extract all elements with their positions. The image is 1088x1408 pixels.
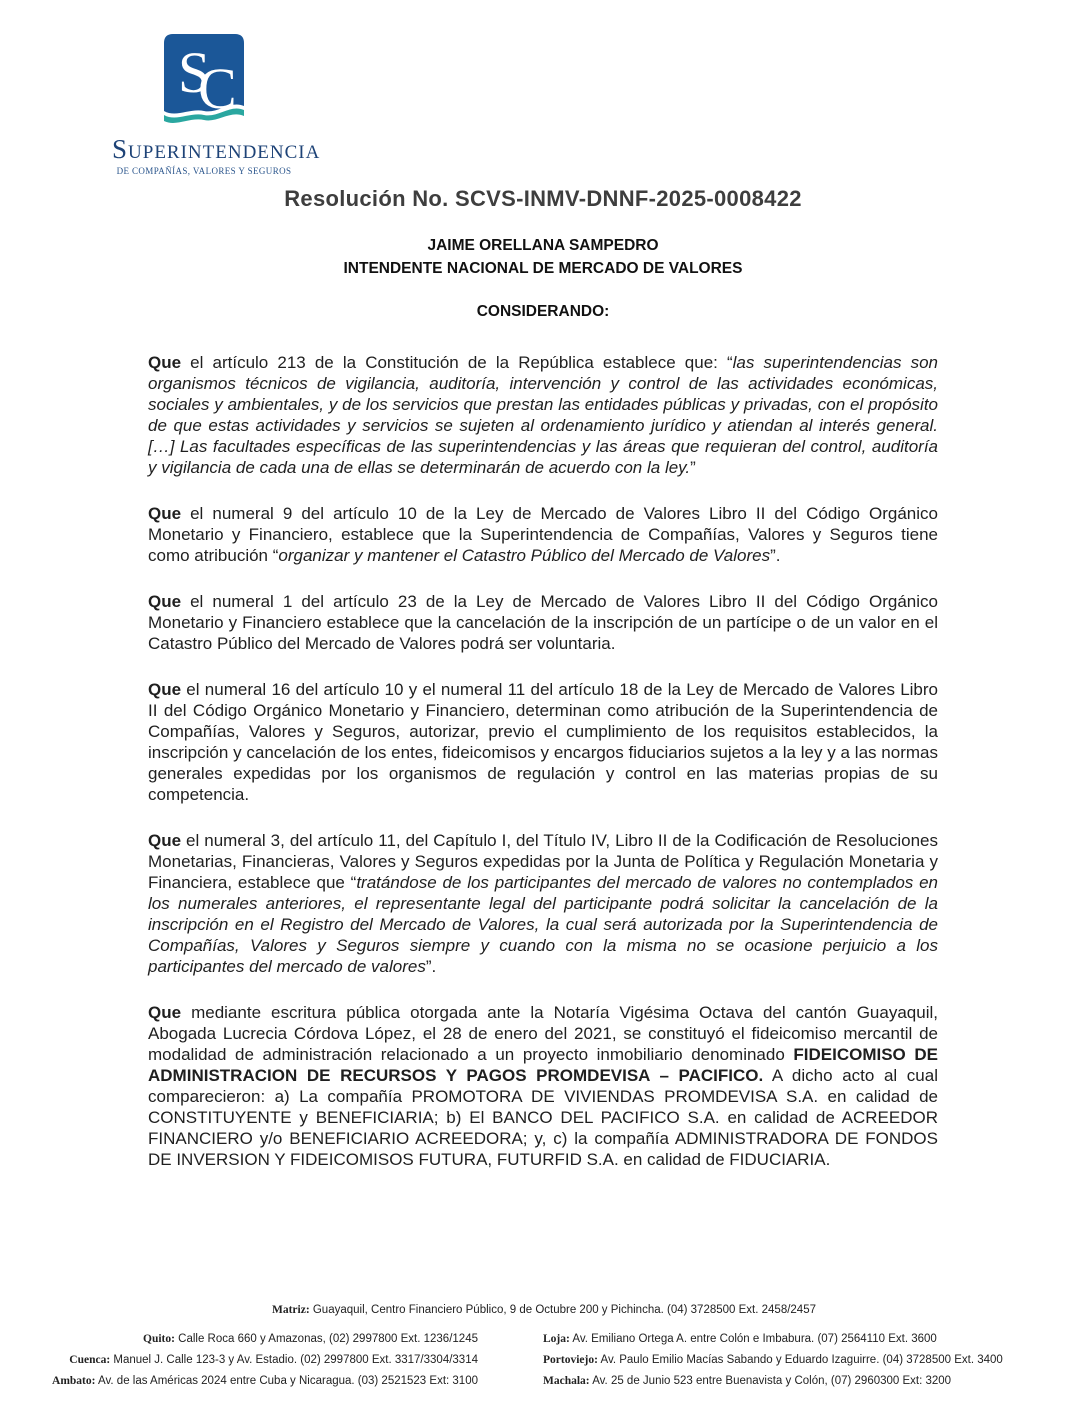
footer-office-label: Quito: xyxy=(143,1333,175,1345)
footer-matriz-text: Guayaquil, Centro Financiero Público, 9 de Octubre 200 y Pichincha. (04) 3728500 Ext. 2458/2457 xyxy=(309,1304,816,1316)
body-paragraphs xyxy=(148,352,938,1170)
footer-columns xyxy=(0,1329,1088,1394)
officer-block xyxy=(148,234,938,280)
resolution-title: Resolución No. SCVS-INMV-DNNF-2025-0008422 xyxy=(284,186,802,211)
sc-logo-icon xyxy=(164,34,244,128)
page-footer xyxy=(0,1303,1088,1394)
logo-letter-c: C xyxy=(198,56,237,121)
footer-right-column xyxy=(543,1329,1088,1392)
footer-office-label: Portoviejo: xyxy=(543,1354,598,1366)
footer-left-column xyxy=(38,1329,478,1392)
footer-matriz-label: Matriz: xyxy=(272,1304,310,1316)
footer-office-line xyxy=(543,1371,1088,1392)
paragraph: Que el artículo 213 de la Constitución de la República establece que: “las superintendencias son organismos técnicos de vigilancia, auditoría, intervención y control de las actividades económicas, sociales y ambientales, y de los servicios que prestan las entidades públicas y privadas, con el propósito de que estas actividades y servicios se sujeten al ordenamiento jurídico y atiendan al interés general. […] Las facultades específicas de las superintendencias y las áreas que requieran del control, auditoría y vigilancia de cada una de ellas se determinarán de acuerdo con la ley.” xyxy=(148,353,938,477)
paragraph: Que el numeral 3, del artículo 11, del Capítulo I, del Título IV, Libro II de la Codificación de Resoluciones Monetarias, Financieras, Valores y Seguros expedidas por la Junta de Política y Regulación Monetaria y Financiera, establece que “tratándose de los participantes del mercado de valores no contemplados en los numerales anteriores, el representante legal del participante podrá solicitar la cancelación de la inscripción en el Registro del Mercado de Valores, la cual será autorizada por la Superintendencia de Compañías, Valores y Seguros siempre y cuando con la misma no se ocasione perjuicio a los participantes del mercado de valores”. xyxy=(148,831,939,976)
footer-office-text: Av. Emiliano Ortega A. entre Colón e Imbabura. (07) 2564110 Ext. 3600 xyxy=(569,1333,937,1345)
paragraph: Que el numeral 16 del artículo 10 y el numeral 11 del artículo 18 de la Ley de Mercado de Valores Libro II del Código Orgánico Monetario y Financiero, determinan como atribución de la Superintendencia de Compañías, Valores y Seguros, autorizar, previo el cumplimiento de los requisitos establecidos, la inscripción y cancelación de los entes, fideicomisos y encargos fiduciarios sujetos a la ley y a las normas generales expedidas por los organismos de regulación y control en las materias propias de su competencia. xyxy=(148,680,938,804)
paragraph: Que el numeral 1 del artículo 23 de la Ley de Mercado de Valores Libro II del Código Orgánico Monetario y Financiero establece que la cancelación de la inscripción de un partícipe o de un valor en el Catastro Público del Mercado de Valores podrá ser voluntaria. xyxy=(148,592,938,653)
footer-office-line xyxy=(38,1371,478,1392)
section-heading: CONSIDERANDO: xyxy=(476,303,610,320)
footer-office-label: Loja: xyxy=(543,1333,570,1345)
logo-title: SUPERINTENDENCIA xyxy=(112,134,321,164)
logo-subtitle: DE COMPAÑÍAS, VALORES Y SEGUROS xyxy=(116,166,292,176)
footer-office-line xyxy=(543,1350,1088,1371)
footer-office-text: Calle Roca 660 y Amazonas, (02) 2997800 Ext. 1236/1245 xyxy=(174,1333,478,1345)
footer-office-text: Manuel J. Calle 123-3 y Av. Estadio. (02) 2997800 Ext. 3317/3304/3314 xyxy=(110,1354,478,1366)
footer-office-text: Av. de las Américas 2024 entre Cuba y Nicaragua. (03) 2521523 Ext: 3100 xyxy=(95,1375,478,1387)
footer-office-line xyxy=(543,1329,1088,1350)
footer-office-label: Ambato: xyxy=(52,1375,96,1387)
paragraph: Que mediante escritura pública otorgada ante la Notaría Vigésima Octava del cantón Guayaquil, Abogada Lucrecia Córdova López, el 28 de enero del 2021, se constituyó el fideicomiso mercantil de modalidad de administración relacionado a un proyecto inmobiliario denominado FIDEICOMISO DE ADMINISTRACION DE RECURSOS Y PAGOS PROMDEVISA – PACIFICO. A dicho acto al cual comparecieron: a) La compañía PROMOTORA DE VIVIENDAS PROMDEVISA S.A. en calidad de CONSTITUYENTE y BENEFICIARIA; b) El BANCO DEL PACIFICO S.A. en calidad de ACREEDOR FINANCIERO y/o BENEFICIARIO ACREEDORA; y, c) la compañía ADMINISTRADORA DE FONDOS DE INVERSION Y FIDEICOMISOS FUTURA, FUTURFID S.A. en calidad de FIDUCIARIA. xyxy=(148,1003,939,1169)
logo xyxy=(112,34,321,176)
paragraph: Que el numeral 9 del artículo 10 de la Ley de Mercado de Valores Libro II del Código Orgánico Monetario y Financiero, establece que la Superintendencia de Compañías, Valores y Seguros tiene como atribución “organizar y mantener el Catastro Público del Mercado de Valores”. xyxy=(148,504,938,565)
footer-office-label: Machala: xyxy=(543,1375,590,1387)
footer-office-text: Av. Paulo Emilio Macías Sabando y Eduardo Izaguirre. (04) 3728500 Ext. 3400 xyxy=(597,1354,1003,1366)
footer-matriz-line xyxy=(0,1303,1088,1317)
officer-name: JAIME ORELLANA SAMPEDRO xyxy=(427,237,659,254)
logo-letter-s: S xyxy=(178,40,211,105)
officer-title: INTENDENTE NACIONAL DE MERCADO DE VALORES xyxy=(343,260,743,277)
footer-office-label: Cuenca: xyxy=(69,1354,111,1366)
document-body xyxy=(148,186,938,1195)
footer-office-line xyxy=(38,1350,478,1371)
footer-office-line xyxy=(38,1329,478,1350)
footer-office-text: Av. 25 de Junio 523 entre Buenavista y Colón, (07) 2960300 Ext: 3200 xyxy=(589,1375,952,1387)
